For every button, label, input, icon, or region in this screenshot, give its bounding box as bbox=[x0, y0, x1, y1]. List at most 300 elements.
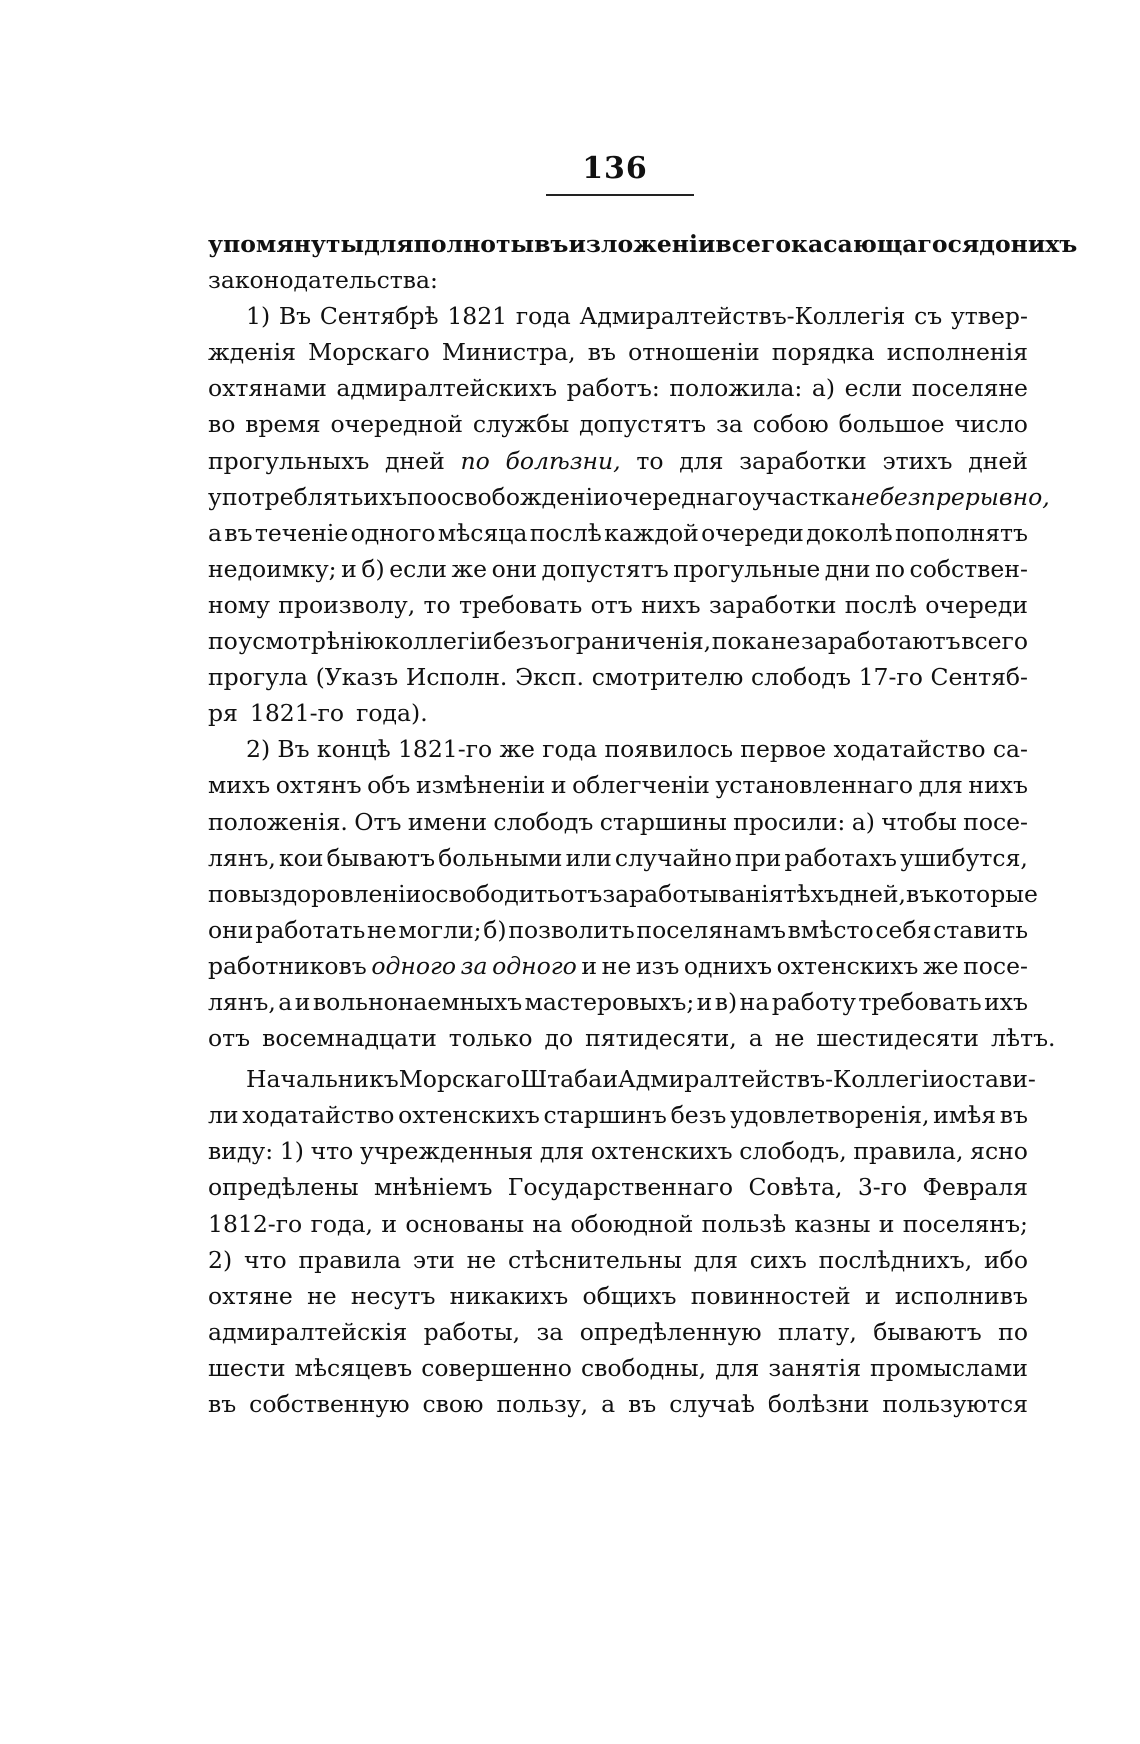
word: имѣя bbox=[933, 1101, 997, 1130]
word: за bbox=[536, 1317, 564, 1346]
word: 1821-го bbox=[249, 699, 345, 728]
word: безпрерывно, bbox=[879, 482, 1050, 511]
word: охтяне bbox=[208, 1281, 293, 1310]
word: опредѣленную bbox=[579, 1317, 762, 1346]
word: работахъ bbox=[784, 843, 898, 872]
word: занятія bbox=[768, 1353, 862, 1382]
word: прогула bbox=[208, 663, 308, 692]
word: слободъ bbox=[493, 807, 594, 836]
word: на bbox=[532, 1209, 563, 1238]
word: остави- bbox=[944, 1065, 1036, 1094]
word: изложеніи bbox=[568, 230, 716, 258]
word: утвер- bbox=[950, 302, 1028, 331]
word: концѣ bbox=[316, 735, 391, 764]
text-line bbox=[208, 623, 1028, 659]
word: учрежденныя bbox=[360, 1137, 534, 1166]
word: ходатайство bbox=[242, 1101, 395, 1130]
word: собственную bbox=[249, 1390, 410, 1418]
word: работниковъ bbox=[208, 951, 367, 980]
word: бываютъ bbox=[873, 1317, 982, 1346]
word: несутъ bbox=[350, 1281, 436, 1310]
word: они bbox=[208, 915, 254, 944]
word: посе- bbox=[963, 807, 1028, 836]
word: очереди bbox=[701, 518, 804, 547]
word: въ bbox=[628, 1390, 657, 1418]
word: правила bbox=[298, 1245, 402, 1274]
text-line bbox=[208, 767, 1028, 803]
word: Въ bbox=[277, 735, 310, 764]
word: пока bbox=[711, 627, 771, 656]
word: исполнивъ bbox=[894, 1281, 1028, 1310]
word: однихъ bbox=[683, 951, 773, 980]
word: и bbox=[864, 1281, 881, 1310]
word: дней, bbox=[838, 879, 907, 908]
word: выздоровленіи bbox=[237, 879, 422, 908]
word: полноты bbox=[413, 230, 535, 258]
word: Государственнаго bbox=[507, 1173, 734, 1202]
word: допустятъ bbox=[541, 554, 669, 583]
word: за bbox=[716, 410, 743, 439]
text-line bbox=[208, 1242, 1028, 1278]
word: а bbox=[748, 1024, 763, 1053]
word: поселянамъ bbox=[636, 915, 786, 944]
word: восемнадцати bbox=[262, 1024, 437, 1053]
word: для bbox=[918, 771, 963, 800]
word: доколѣ bbox=[806, 518, 893, 547]
text-line bbox=[208, 298, 1028, 334]
word: и bbox=[696, 987, 713, 1016]
word: не bbox=[601, 951, 632, 980]
word: при bbox=[734, 843, 782, 872]
word: тѣхъ bbox=[783, 879, 839, 908]
word: дней bbox=[385, 446, 445, 475]
word: 1821-го bbox=[397, 735, 493, 764]
word: въ bbox=[208, 1390, 237, 1418]
text-line bbox=[208, 551, 1028, 587]
word: заработки bbox=[739, 446, 867, 475]
word: Исполн. bbox=[405, 663, 508, 692]
word: 3-го bbox=[857, 1173, 908, 1202]
word: время bbox=[245, 410, 321, 439]
word: пользуются bbox=[882, 1390, 1028, 1418]
word: по bbox=[208, 879, 238, 908]
word: прогульные bbox=[673, 554, 821, 583]
word: пользѣ bbox=[701, 1209, 787, 1238]
text-line bbox=[208, 515, 1028, 551]
word: для bbox=[715, 1353, 760, 1382]
word: лянъ, bbox=[208, 843, 276, 872]
word: же bbox=[451, 554, 488, 583]
word: не bbox=[466, 1245, 497, 1274]
word: нихъ bbox=[641, 590, 701, 619]
word: мастеровыхъ; bbox=[524, 987, 695, 1016]
word: участка bbox=[751, 482, 851, 511]
word: охтенскихъ bbox=[590, 1137, 733, 1166]
word: не bbox=[307, 1281, 337, 1310]
word: всего bbox=[715, 230, 792, 258]
text-line bbox=[208, 840, 1028, 876]
word: промыслами bbox=[870, 1353, 1028, 1382]
word: на bbox=[739, 987, 770, 1016]
word: Февраля bbox=[922, 1173, 1028, 1202]
word: охтянами bbox=[208, 374, 327, 403]
word: обоюдной bbox=[570, 1209, 694, 1238]
word: года bbox=[542, 735, 598, 764]
word: случайно bbox=[614, 843, 732, 872]
word: 2) bbox=[208, 1245, 233, 1274]
word: и bbox=[294, 987, 311, 1016]
word: вольнонаемныхъ bbox=[312, 987, 523, 1016]
word: пятидесяти, bbox=[585, 1024, 737, 1053]
word: очередной bbox=[330, 410, 463, 439]
word: законодательства: bbox=[208, 266, 438, 295]
word: 17-го bbox=[858, 663, 923, 692]
word: первое bbox=[740, 735, 827, 764]
word: въ bbox=[999, 1101, 1028, 1130]
word: облегченіи bbox=[572, 771, 710, 800]
word: шести bbox=[208, 1353, 286, 1382]
word: произволу, bbox=[278, 590, 416, 619]
word: Министра, bbox=[441, 338, 576, 367]
word: ибо bbox=[984, 1245, 1028, 1274]
word: для bbox=[539, 1137, 585, 1166]
word: собою bbox=[752, 410, 829, 439]
word: лѣтъ. bbox=[990, 1024, 1056, 1053]
word: если bbox=[389, 554, 447, 583]
word: требовать bbox=[459, 590, 583, 619]
word: удовлетворенія, bbox=[730, 1101, 930, 1130]
word: пользу, bbox=[496, 1390, 589, 1418]
word: то bbox=[636, 446, 664, 475]
word: допустятъ bbox=[579, 410, 707, 439]
word: больными bbox=[438, 843, 563, 872]
word: опредѣлены bbox=[208, 1173, 359, 1202]
word: работы, bbox=[423, 1317, 521, 1346]
word: кои bbox=[278, 843, 324, 872]
word: 2) bbox=[246, 735, 271, 764]
word: Адмиралтействъ-Коллегіи bbox=[618, 1065, 945, 1094]
word: или bbox=[565, 843, 612, 872]
word: очереднаго bbox=[608, 482, 752, 511]
word: отношеніи bbox=[628, 338, 760, 367]
word: Отъ bbox=[354, 807, 402, 836]
word: имени bbox=[407, 807, 488, 836]
word: заработаютъ bbox=[801, 627, 961, 656]
word: прогульныхъ bbox=[208, 446, 370, 475]
word: а bbox=[208, 518, 223, 547]
word: дни bbox=[824, 554, 871, 583]
word: плату, bbox=[777, 1317, 857, 1346]
word: а) bbox=[811, 374, 836, 403]
word: года bbox=[515, 302, 571, 331]
word: слободъ, bbox=[739, 1137, 847, 1166]
word: то bbox=[423, 590, 451, 619]
word: года). bbox=[356, 699, 428, 728]
text-line bbox=[208, 1206, 1028, 1242]
word: въ bbox=[587, 338, 616, 367]
word: они bbox=[491, 554, 538, 583]
text-line bbox=[208, 984, 1028, 1020]
word: этихъ bbox=[882, 446, 953, 475]
word: для bbox=[364, 230, 414, 258]
word: же bbox=[922, 951, 959, 980]
word: себя bbox=[875, 915, 932, 944]
word: мѣсяца bbox=[437, 518, 528, 547]
word: вмѣсто bbox=[787, 915, 874, 944]
word: заработки bbox=[708, 590, 837, 619]
word: казны bbox=[794, 1209, 871, 1238]
word: до bbox=[544, 1024, 574, 1053]
word: и bbox=[878, 1209, 895, 1238]
word: болѣзни, bbox=[505, 446, 621, 475]
word: отъ bbox=[560, 879, 603, 908]
word: ному bbox=[208, 590, 270, 619]
word: измѣненіи bbox=[415, 771, 546, 800]
word: изъ bbox=[635, 951, 680, 980]
word: не bbox=[770, 627, 801, 656]
text-line bbox=[208, 731, 1028, 767]
word: положенія. bbox=[208, 807, 348, 836]
word: чтобы bbox=[881, 807, 957, 836]
word: Совѣта, bbox=[748, 1173, 843, 1202]
word: исполненія bbox=[886, 338, 1028, 367]
word: свою bbox=[422, 1390, 484, 1418]
word: послѣднихъ, bbox=[818, 1245, 973, 1274]
word: число bbox=[954, 410, 1028, 439]
word: правила, bbox=[853, 1137, 964, 1166]
word: работъ: bbox=[566, 374, 660, 403]
word: не bbox=[367, 915, 397, 944]
word: Морскаго bbox=[398, 1065, 521, 1094]
text-line bbox=[208, 1020, 1056, 1056]
word: упомянуты bbox=[208, 230, 365, 258]
word: по bbox=[998, 1317, 1028, 1346]
word: во bbox=[208, 410, 236, 439]
word: заработыванія bbox=[602, 879, 784, 908]
word: повинностей bbox=[690, 1281, 851, 1310]
word: и bbox=[581, 951, 598, 980]
text-line bbox=[208, 370, 1028, 406]
text-line bbox=[208, 695, 1028, 731]
text-line bbox=[208, 1386, 1028, 1422]
word: всего bbox=[961, 627, 1028, 656]
word: ходатайство bbox=[833, 735, 986, 764]
word: (Указъ bbox=[315, 663, 399, 692]
word: ря bbox=[208, 699, 238, 728]
word: работать bbox=[255, 915, 366, 944]
word: если bbox=[844, 374, 903, 403]
word: только bbox=[448, 1024, 533, 1053]
word: что bbox=[310, 1137, 354, 1166]
word: охтенскихъ bbox=[398, 1101, 540, 1130]
word: лянъ, bbox=[208, 987, 276, 1016]
text-line bbox=[208, 226, 1078, 262]
word: службы bbox=[472, 410, 570, 439]
word: а) bbox=[851, 807, 875, 836]
word: каждой bbox=[604, 518, 699, 547]
word: нихъ bbox=[1010, 230, 1078, 258]
word: же bbox=[499, 735, 535, 764]
word: которые bbox=[934, 879, 1038, 908]
word: одного bbox=[350, 518, 436, 547]
word: бываютъ bbox=[326, 843, 436, 872]
word: отъ bbox=[590, 590, 633, 619]
word: и bbox=[341, 554, 357, 583]
word: виду: bbox=[208, 1137, 274, 1166]
word: поселянъ; bbox=[902, 1209, 1028, 1238]
word: до bbox=[979, 230, 1011, 258]
word: нихъ bbox=[968, 771, 1028, 800]
word: и bbox=[602, 1065, 618, 1094]
word: освободить bbox=[421, 879, 561, 908]
word: ограниченія, bbox=[549, 627, 712, 656]
word: по bbox=[460, 446, 490, 475]
word: для bbox=[693, 1245, 738, 1274]
word: освобожденіи bbox=[436, 482, 609, 511]
word: а bbox=[601, 1390, 616, 1418]
word: за bbox=[460, 951, 488, 980]
word: безъ bbox=[492, 627, 549, 656]
word: старшинъ bbox=[543, 1101, 667, 1130]
word: посе- bbox=[963, 951, 1028, 980]
text-line bbox=[208, 1097, 1028, 1133]
word: просили: bbox=[733, 807, 846, 836]
word: ушибутся, bbox=[900, 843, 1028, 872]
word: не bbox=[850, 482, 880, 511]
word: ихъ bbox=[984, 987, 1028, 1016]
word: 1812-го bbox=[208, 1209, 303, 1238]
word: ли bbox=[208, 1101, 239, 1130]
word: послѣ bbox=[529, 518, 602, 547]
word: одного bbox=[492, 951, 577, 980]
text-line bbox=[208, 1061, 1036, 1097]
word: теченіе bbox=[254, 518, 349, 547]
text-line bbox=[208, 1169, 1028, 1205]
text-line bbox=[208, 912, 1028, 948]
word: въ bbox=[534, 230, 569, 258]
word: в) bbox=[714, 987, 738, 1016]
word: отъ bbox=[208, 1024, 251, 1053]
word: по bbox=[208, 627, 238, 656]
word: никакихъ bbox=[449, 1281, 569, 1310]
text-line bbox=[208, 406, 1028, 442]
word: охтенскихъ bbox=[776, 951, 919, 980]
word: собствен- bbox=[909, 554, 1028, 583]
text-line bbox=[208, 1314, 1028, 1350]
word: что bbox=[243, 1245, 287, 1274]
word: касающагося bbox=[791, 230, 980, 258]
page-number-rule bbox=[546, 194, 694, 196]
word: михъ bbox=[208, 771, 271, 800]
text-line bbox=[208, 659, 1028, 695]
word: по bbox=[407, 482, 437, 511]
word: Эксп. bbox=[515, 663, 585, 692]
word: а bbox=[278, 987, 293, 1016]
word: Сентябрѣ bbox=[319, 302, 439, 331]
word: 1) bbox=[279, 1137, 304, 1166]
word: могли; bbox=[398, 915, 482, 944]
word: Въ bbox=[278, 302, 312, 331]
word: охтянъ bbox=[275, 771, 362, 800]
word: не bbox=[774, 1024, 805, 1053]
word: сихъ bbox=[749, 1245, 807, 1274]
word: безъ bbox=[670, 1101, 727, 1130]
text-line bbox=[208, 948, 1028, 984]
word: коллегіи bbox=[384, 627, 493, 656]
word: установленнаго bbox=[715, 771, 914, 800]
word: позволить bbox=[508, 915, 635, 944]
word: Адмиралтействъ-Коллегія bbox=[579, 302, 906, 331]
word: 1821 bbox=[447, 302, 508, 331]
word: и bbox=[381, 1209, 397, 1238]
word: усмотрѣнію bbox=[238, 627, 384, 656]
word: объ bbox=[367, 771, 411, 800]
word: очереди bbox=[925, 590, 1028, 619]
word: поселяне bbox=[911, 374, 1028, 403]
word: б) bbox=[483, 915, 507, 944]
word: порядка bbox=[771, 338, 875, 367]
word: Штаба bbox=[520, 1065, 603, 1094]
word: и bbox=[550, 771, 567, 800]
word: основаны bbox=[405, 1209, 525, 1238]
word: мѣсяцевъ bbox=[294, 1353, 413, 1382]
word: совершенно bbox=[421, 1353, 572, 1382]
text-line bbox=[208, 1133, 1028, 1169]
word: смотрителю bbox=[591, 663, 744, 692]
word: б) bbox=[361, 554, 385, 583]
word: работу bbox=[771, 987, 856, 1016]
word: шестидесяти bbox=[816, 1024, 979, 1053]
text-line bbox=[208, 479, 1050, 515]
text-line bbox=[208, 1350, 1028, 1386]
word: съ bbox=[914, 302, 943, 331]
word: по bbox=[875, 554, 905, 583]
word: случаѣ bbox=[669, 1390, 755, 1418]
word: большое bbox=[838, 410, 945, 439]
word: стѣснительны bbox=[508, 1245, 682, 1274]
word: въ bbox=[224, 518, 253, 547]
text-line bbox=[208, 334, 1028, 370]
word: года, bbox=[310, 1209, 373, 1238]
word: послѣ bbox=[844, 590, 917, 619]
text-line bbox=[208, 443, 1028, 479]
word: 1) bbox=[246, 302, 271, 331]
word: Начальникъ bbox=[246, 1065, 399, 1094]
word: старшины bbox=[599, 807, 727, 836]
word: слободъ bbox=[750, 663, 851, 692]
word: адмиралтейскихъ bbox=[336, 374, 558, 403]
page-number: 136 bbox=[582, 151, 648, 186]
word: са- bbox=[992, 735, 1028, 764]
text-line bbox=[208, 804, 1028, 840]
word: ихъ bbox=[363, 482, 408, 511]
word: адмиралтейскія bbox=[208, 1317, 408, 1346]
word: общихъ bbox=[582, 1281, 677, 1310]
word: ставить bbox=[933, 915, 1028, 944]
word: одного bbox=[371, 951, 457, 980]
word: требовать bbox=[858, 987, 982, 1016]
text-line bbox=[208, 876, 1038, 912]
word: положила: bbox=[669, 374, 803, 403]
word: свободны, bbox=[580, 1353, 707, 1382]
word: жденія bbox=[208, 338, 296, 367]
word: употреблять bbox=[208, 482, 364, 511]
word: появилось bbox=[604, 735, 734, 764]
word: пополнятъ bbox=[895, 518, 1028, 547]
word: эти bbox=[412, 1245, 455, 1274]
text-line bbox=[208, 262, 1028, 298]
word: болѣзни bbox=[767, 1390, 870, 1418]
